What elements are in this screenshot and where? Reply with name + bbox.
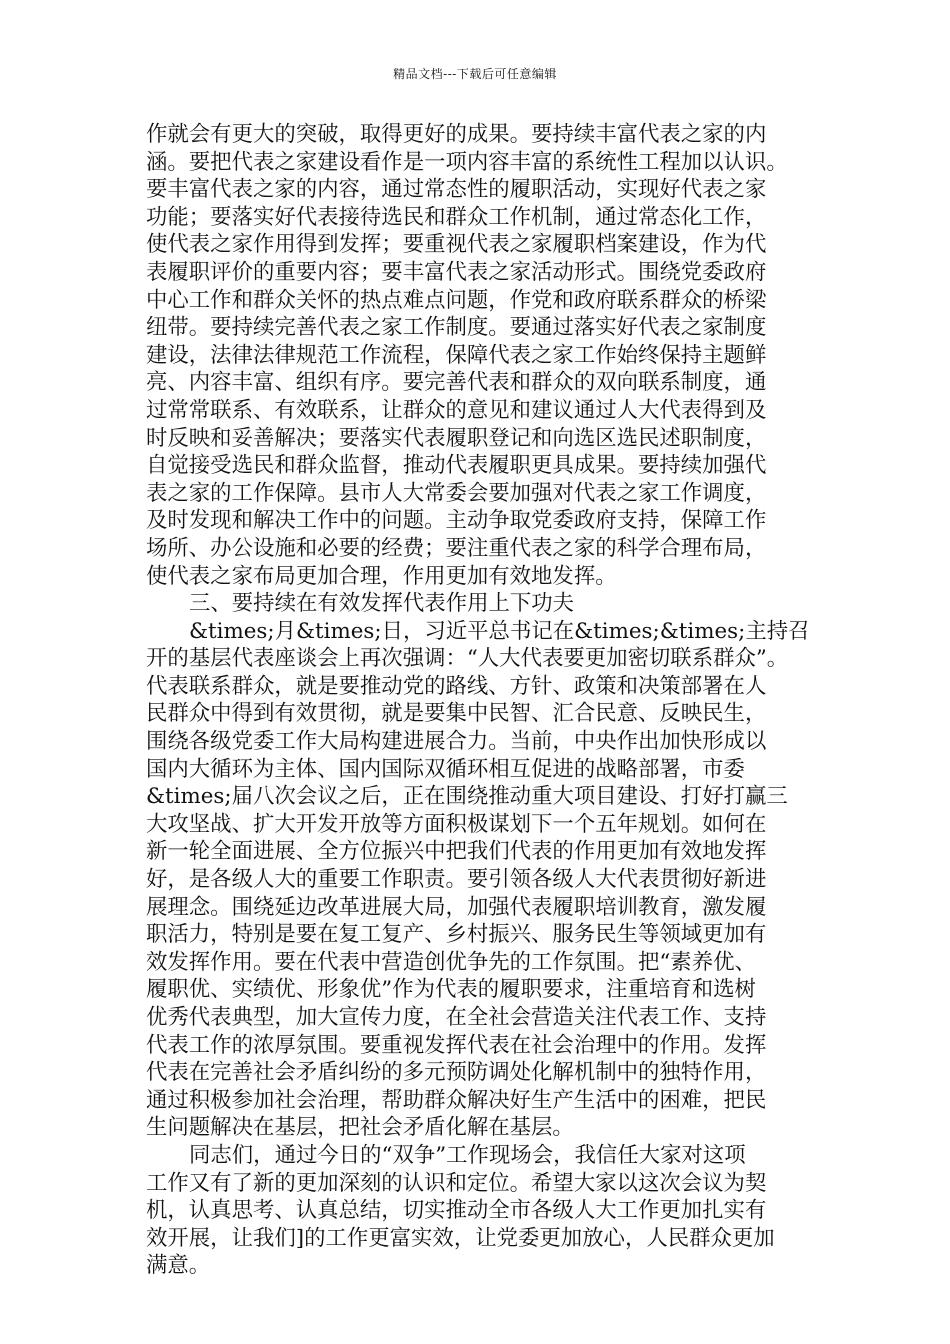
body-line: 表之家的工作保障。县市人大常委会要加强对代表之家工作调度， [146, 480, 767, 506]
body-line: 建设，法律法律规范工作流程，保障代表之家工作始终保持主题鲜 [146, 342, 767, 368]
page-header: 精品文档---下载后可任意编辑 [393, 67, 557, 81]
body-line: 新一轮全面进展、全方位振兴中把我们代表的作用更加有效地发挥 [146, 839, 767, 865]
body-line: 效开展，让我们]的工作更富实效，让党委更加放心，人民群众更加 [146, 1225, 775, 1251]
body-line: 满意。 [146, 1253, 211, 1279]
body-line: 生问题解决在基层，把社会矛盾化解在基层。 [146, 1115, 574, 1141]
body-line: 展理念。围绕延边改革进展大局，加强代表履职培训教育，激发履 [146, 894, 767, 920]
body-line: 三、要持续在有效发挥代表作用上下功夫 [189, 591, 575, 617]
body-line: 表履职评价的重要内容；要丰富代表之家活动形式。围绕党委政府 [146, 259, 767, 285]
body-line: 使代表之家布局更加合理，作用更加有效地发挥。 [146, 563, 617, 589]
body-line: 作就会有更大的突破，取得更好的成果。要持续丰富代表之家的内 [146, 122, 767, 147]
body-line: 工作又有了新的更加深刻的认识和定位。希望大家以这次会议为契 [146, 1170, 767, 1196]
body-line: 好，是各级人大的重要工作职责。要引领各级人大代表贯彻好新进 [146, 867, 767, 893]
body-line: 功能；要落实好代表接待选民和群众工作机制，通过常态化工作， [146, 204, 767, 230]
body-line: 效发挥作用。要在代表中营造创优争先的工作氛围。把“素养优、 [146, 949, 756, 975]
body-line: 场所、办公设施和必要的经费；要注重代表之家的科学合理布局， [146, 535, 767, 561]
body-line: 履职优、实绩优、形象优”作为代表的履职要求，注重培育和选树 [146, 977, 756, 1003]
body-line: 民群众中得到有效贯彻，就是要集中民智、汇合民意、反映民生， [146, 701, 767, 727]
body-line: 自觉接受选民和群众监督，推动代表履职更具成果。要持续加强代 [146, 453, 767, 479]
body-line: 时反映和妥善解决；要落实代表履职登记和向选区选民述职制度， [146, 425, 767, 451]
body-line: 纽带。要持续完善代表之家工作制度。要通过落实好代表之家制度 [146, 315, 767, 341]
body-line: 代表联系群众，就是要推动党的路线、方针、政策和决策部署在人 [146, 673, 767, 699]
body-line: 通过积极参加社会治理，帮助群众解决好生产生活中的困难，把民 [146, 1087, 767, 1113]
body-line: 中心工作和群众关怀的热点难点问题，作党和政府联系群众的桥梁 [146, 287, 767, 313]
body-line: 大攻坚战、扩大开发开放等方面积极谋划下一个五年规划。如何在 [146, 811, 767, 837]
body-line: 涵。要把代表之家建设看作是一项内容丰富的系统性工程加以认识。 [146, 149, 788, 175]
body-line: 开的基层代表座谈会上再次强调：“人大代表要更加密切联系群众”。 [146, 646, 789, 672]
body-line: 使代表之家作用得到发挥；要重视代表之家履职档案建设，作为代 [146, 232, 767, 258]
body-line: 要丰富代表之家的内容，通过常态性的履职活动，实现好代表之家 [146, 177, 767, 203]
body-line: 及时发现和解决工作中的问题。主动争取党委政府支持，保障工作 [146, 508, 767, 534]
body-line: 亮、内容丰富、组织有序。要完善代表和群众的双向联系制度，通 [146, 370, 767, 396]
body-line: 过常常联系、有效联系，让群众的意见和建议通过人大代表得到及 [146, 397, 767, 423]
document-body [146, 121, 836, 1280]
body-line: &times;月&times;日，习近平总书记在&times;&times;主持召 [189, 618, 810, 644]
body-line: 机，认真思考、认真总结，切实推动全市各级人大工作更加扎实有 [146, 1198, 767, 1224]
body-line: 优秀代表典型，加大宣传力度，在全社会营造关注代表工作、支持 [146, 1005, 767, 1030]
body-line: 同志们，通过今日的“双争”工作现场会，我信任大家对这项 [189, 1142, 746, 1168]
body-line: 代表在完善社会矛盾纠纷的多元预防调处化解机制中的独特作用， [146, 1060, 767, 1086]
body-line: 职活力，特别是要在复工复产、乡村振兴、服务民生等领域更加有 [146, 922, 767, 948]
body-line: &times;届八次会议之后，正在围绕推动重大项目建设、打好打赢三 [146, 784, 788, 810]
body-line: 围绕各级党委工作大局构建进展合力。当前，中央作出加快形成以 [146, 729, 767, 755]
body-line: 国内大循环为主体、国内国际双循环相互促进的战略部署，市委 [146, 756, 745, 782]
body-line: 代表工作的浓厚氛围。要重视发挥代表在社会治理中的作用。发挥 [146, 1032, 767, 1058]
